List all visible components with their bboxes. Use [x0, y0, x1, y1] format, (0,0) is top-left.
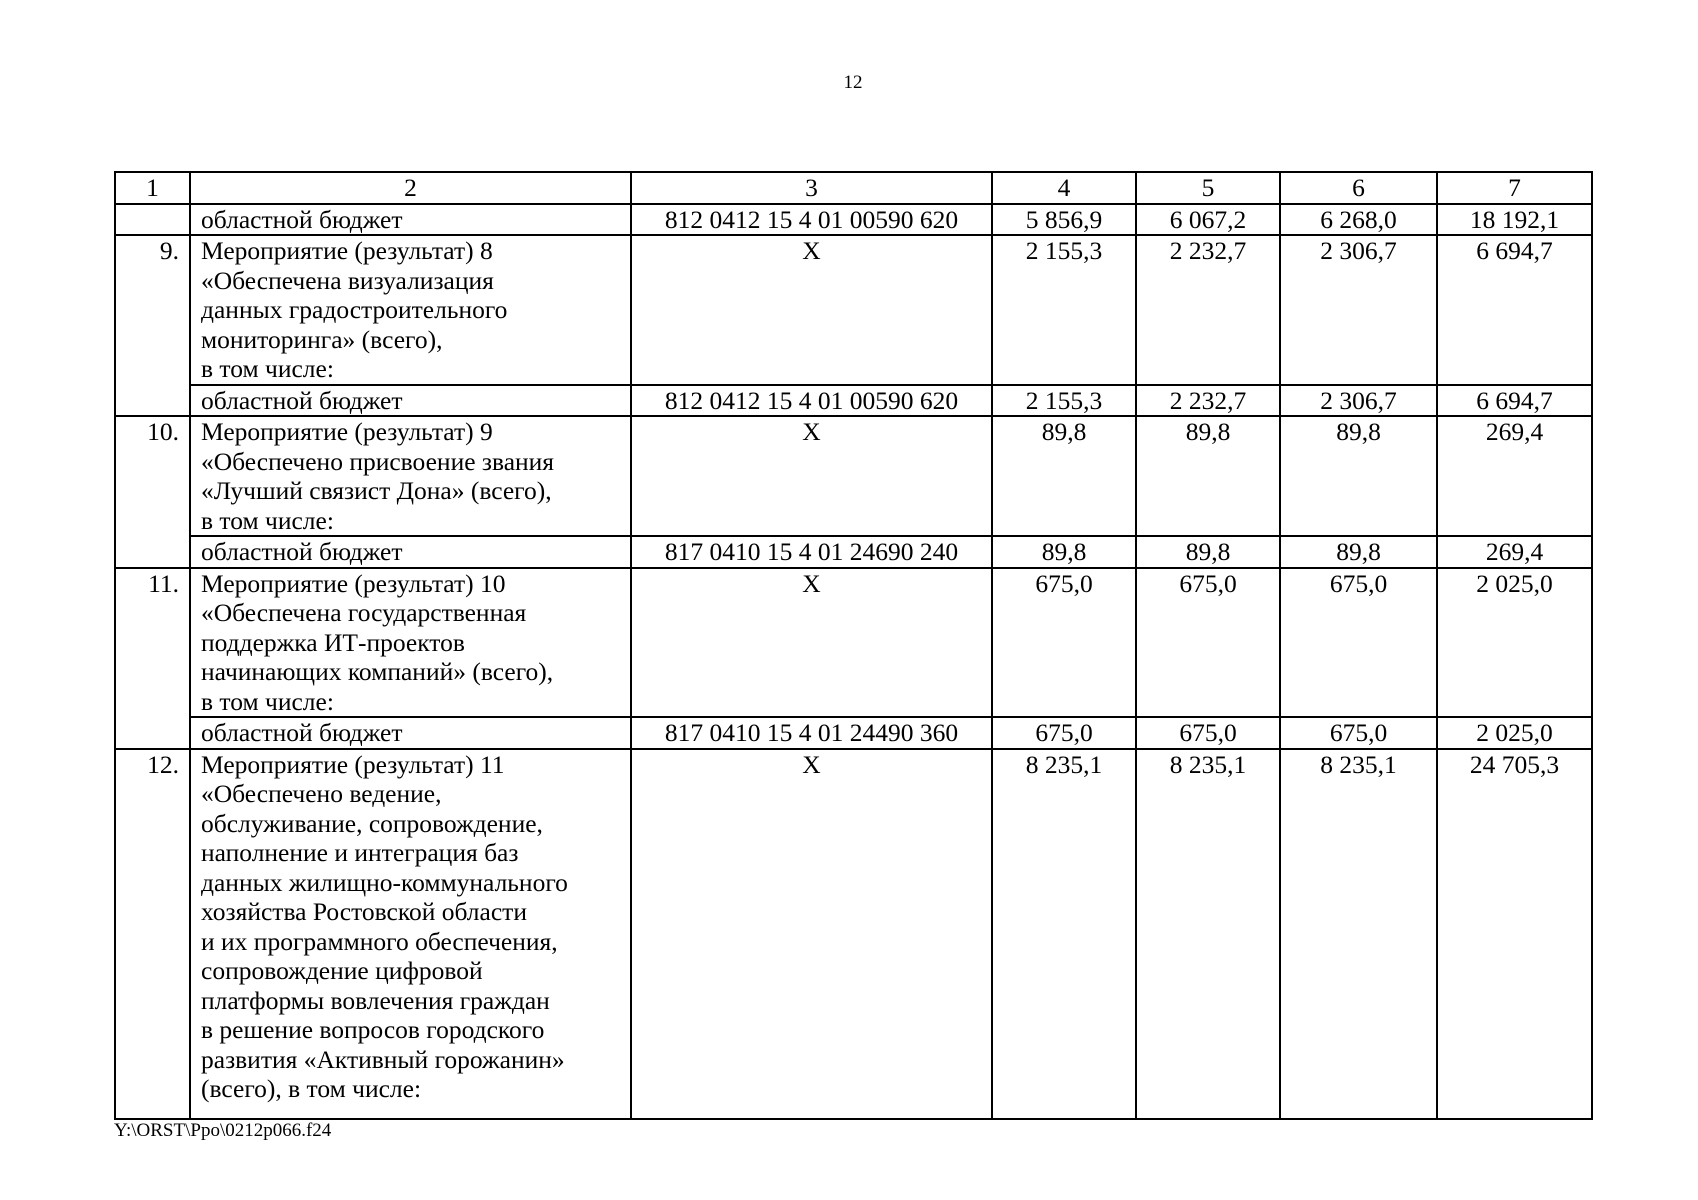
amount-cell: 675,0 [1136, 717, 1280, 749]
description-cell [190, 568, 631, 718]
budget-table [114, 171, 1593, 1120]
amount-cell: 89,8 [1136, 536, 1280, 568]
activity-row [115, 568, 1592, 718]
description-cell [190, 416, 631, 536]
header-cell: 3 [631, 172, 992, 204]
row-number-cell: 12. [115, 749, 190, 1119]
budget-code-cell: Х [631, 749, 992, 1119]
amount-cell: 2 232,7 [1136, 235, 1280, 385]
budget-code-cell: Х [631, 568, 992, 718]
description-line: обслуживание, сопровождение, [201, 808, 543, 838]
description-line: сопровождение цифровой [201, 956, 483, 985]
description-line: «Обеспечено ведение, [201, 779, 442, 808]
file-path-footer: Y:\ORST\Ppo\0212p066.f24 [114, 1120, 332, 1141]
description-cell [190, 385, 631, 417]
description-line: областной бюджет [201, 385, 403, 415]
amount-cell: 8 235,1 [1136, 749, 1280, 1119]
budget-code-cell: 817 0410 15 4 01 24490 360 [631, 717, 992, 749]
budget-code-cell: 817 0410 15 4 01 24690 240 [631, 536, 992, 568]
amount-cell: 6 067,2 [1136, 204, 1280, 236]
amount-cell: 2 155,3 [992, 235, 1136, 385]
table-header-row [115, 172, 1592, 204]
amount-cell: 675,0 [1280, 568, 1437, 718]
description-line: наполнение и интеграция баз [201, 838, 519, 867]
description-line: в том числе: [201, 354, 334, 383]
amount-cell: 675,0 [992, 568, 1136, 718]
row-number-cell: 9. [115, 235, 190, 416]
description-line: платформы вовлечения граждан [201, 985, 550, 1015]
description-line: «Обеспечена визуализация [201, 265, 494, 295]
page-number: 12 [843, 72, 863, 93]
description-line: хозяйства Ростовской области [201, 897, 527, 926]
header-cell: 6 [1280, 172, 1437, 204]
header-cell: 2 [190, 172, 631, 204]
description-line: (всего), в том числе: [201, 1074, 422, 1103]
amount-cell: 6 268,0 [1280, 204, 1437, 236]
description-line: данных градостроительного [201, 295, 508, 324]
amount-cell: 2 306,7 [1280, 385, 1437, 417]
header-cell: 1 [115, 172, 190, 204]
amount-cell: 269,4 [1437, 416, 1592, 536]
row-number-cell [115, 204, 190, 236]
description-cell [190, 235, 631, 385]
description-line: в том числе: [201, 686, 334, 716]
description-line: развития «Активный горожанин» [201, 1044, 565, 1074]
description-line: Мероприятие (результат) 11 [201, 749, 505, 779]
amount-cell: 89,8 [992, 536, 1136, 568]
amount-cell: 6 694,7 [1437, 235, 1592, 385]
amount-cell: 6 694,7 [1437, 385, 1592, 417]
budget-code-cell: 812 0412 15 4 01 00590 620 [631, 204, 992, 236]
description-line: начинающих компаний» (всего), [201, 657, 554, 686]
description-line: областной бюджет [201, 204, 403, 234]
description-line: областной бюджет [201, 718, 403, 747]
activity-row [115, 749, 1592, 1119]
budget-row [115, 536, 1592, 568]
header-cell: 4 [992, 172, 1136, 204]
budget-code-cell: Х [631, 416, 992, 536]
description-line: поддержка ИТ-проектов [201, 627, 465, 657]
description-line: «Обеспечено присвоение звания [201, 446, 555, 476]
description-line: областной бюджет [201, 537, 403, 566]
amount-cell: 2 232,7 [1136, 385, 1280, 417]
amount-cell: 8 235,1 [1280, 749, 1437, 1119]
budget-row [115, 385, 1592, 417]
description-line: Мероприятие (результат) 8 [201, 236, 493, 265]
description-line: «Лучший связист Дона» (всего), [201, 476, 552, 505]
description-line: Мероприятие (результат) 9 [201, 417, 493, 446]
description-cell [190, 536, 631, 568]
description-cell [190, 749, 631, 1119]
description-line: мониторинга» (всего), [201, 324, 443, 354]
activity-row [115, 235, 1592, 385]
budget-row [115, 204, 1592, 236]
amount-cell: 89,8 [1280, 416, 1437, 536]
description-line: в решение вопросов городского [201, 1015, 545, 1044]
amount-cell: 24 705,3 [1437, 749, 1592, 1119]
description-cell [190, 204, 631, 236]
amount-cell: 2 306,7 [1280, 235, 1437, 385]
description-line: в том числе: [201, 505, 334, 535]
description-cell [190, 717, 631, 749]
description-line: и их программного обеспечения, [201, 926, 558, 956]
description-line: данных жилищно-коммунального [201, 867, 568, 897]
row-number-cell: 10. [115, 416, 190, 568]
description-line: «Обеспечена государственная [201, 598, 527, 627]
amount-cell: 2 025,0 [1437, 717, 1592, 749]
table-body [115, 172, 1592, 1119]
amount-cell: 269,4 [1437, 536, 1592, 568]
amount-cell: 2 155,3 [992, 385, 1136, 417]
amount-cell: 675,0 [1280, 717, 1437, 749]
amount-cell: 675,0 [992, 717, 1136, 749]
amount-cell: 89,8 [1280, 536, 1437, 568]
budget-code-cell: 812 0412 15 4 01 00590 620 [631, 385, 992, 417]
budget-row [115, 717, 1592, 749]
amount-cell: 89,8 [992, 416, 1136, 536]
amount-cell: 18 192,1 [1437, 204, 1592, 236]
budget-code-cell: Х [631, 235, 992, 385]
header-cell: 7 [1437, 172, 1592, 204]
amount-cell: 2 025,0 [1437, 568, 1592, 718]
header-cell: 5 [1136, 172, 1280, 204]
amount-cell: 89,8 [1136, 416, 1280, 536]
amount-cell: 5 856,9 [992, 204, 1136, 236]
activity-row [115, 416, 1592, 536]
description-line: Мероприятие (результат) 10 [201, 568, 506, 598]
row-number-cell: 11. [115, 568, 190, 749]
amount-cell: 8 235,1 [992, 749, 1136, 1119]
amount-cell: 675,0 [1136, 568, 1280, 718]
